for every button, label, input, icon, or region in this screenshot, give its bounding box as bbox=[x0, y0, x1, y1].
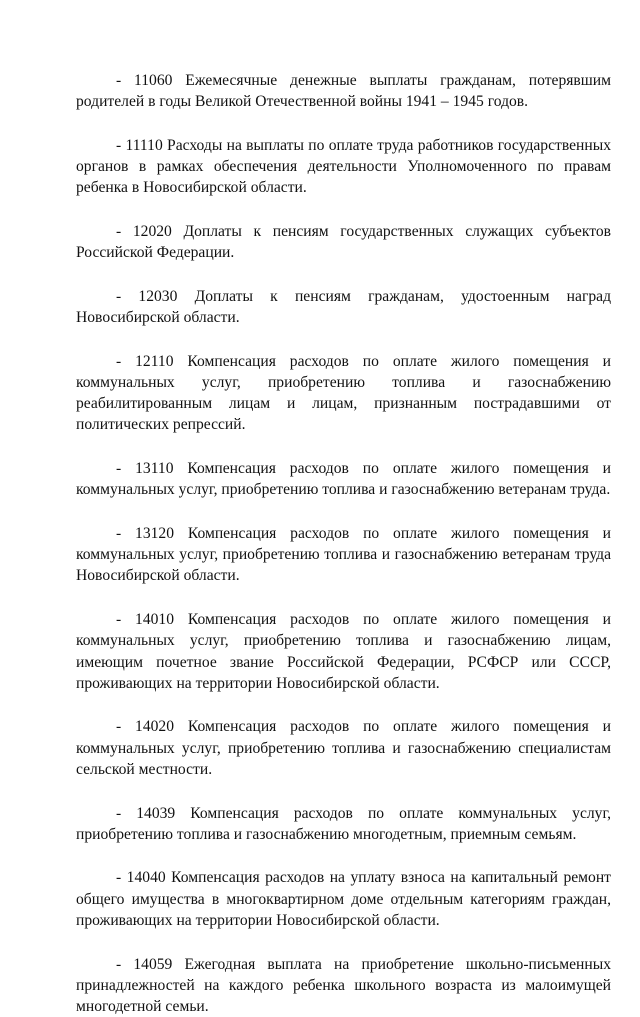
budget-code-item: - 11060 Ежемесячные денежные выплаты гражданам, потерявшим родителей в годы Великой Отечественной войны 1941 – 1945 годов. bbox=[76, 72, 611, 111]
budget-code-item: - 11110 Расходы на выплаты по оплате труда работников государственных органов в рамках обеспечения деятельности Уполномоченного по правам ребенка в Новосибирской области. bbox=[76, 136, 611, 197]
budget-code-item: - 13110 Компенсация расходов по оплате жилого помещения и коммунальных услуг, приобретению топлива и газоснабжению ветеранам труда. bbox=[76, 460, 611, 499]
budget-code-item: - 13120 Компенсация расходов по оплате жилого помещения и коммунальных услуг, приобретению топлива и газоснабжению ветеранам труда Новосибирской области. bbox=[76, 525, 611, 585]
budget-code-item: - 14040 Компенсация расходов на уплату взноса на капитальный ремонт общего имущества в многоквартирном доме отдельным категориям граждан, проживающих на территории Новосибирской области. bbox=[76, 869, 611, 929]
budget-code-item: - 12030 Доплаты к пенсиям гражданам, удостоенным наград Новосибирской области. bbox=[76, 287, 611, 327]
budget-code-item: - 14039 Компенсация расходов по оплате коммунальных услуг, приобретению топлива и газоснабжению многодетным, приемным семьям. bbox=[76, 804, 611, 843]
budget-code-item: - 14010 Компенсация расходов по оплате жилого помещения и коммунальных услуг, приобретению топлива и газоснабжению лицам, имеющим почетное звание Российской Федерации, РСФСР или СССР, проживающих на территории Новосибирской области. bbox=[76, 611, 611, 692]
budget-code-item: - 12020 Доплаты к пенсиям государственных служащих субъектов Российской Федерации. bbox=[76, 223, 611, 262]
budget-code-item: - 14020 Компенсация расходов по оплате жилого помещения и коммунальных услуг, приобретению топлива и газоснабжению специалистам сельской местности. bbox=[76, 718, 611, 778]
budget-code-item: - 12110 Компенсация расходов по оплате жилого помещения и коммунальных услуг, приобретению топлива и газоснабжению реабилитированным лицам и лицам, признанным пострадавшими от политических репрессий. bbox=[76, 352, 611, 434]
budget-code-item: - 14059 Ежегодная выплата на приобретение школьно-письменных принадлежностей на каждого ребенка школьного возраста из малоимущей многодетной семьи. bbox=[76, 955, 611, 1015]
document-page bbox=[76, 70, 611, 1017]
